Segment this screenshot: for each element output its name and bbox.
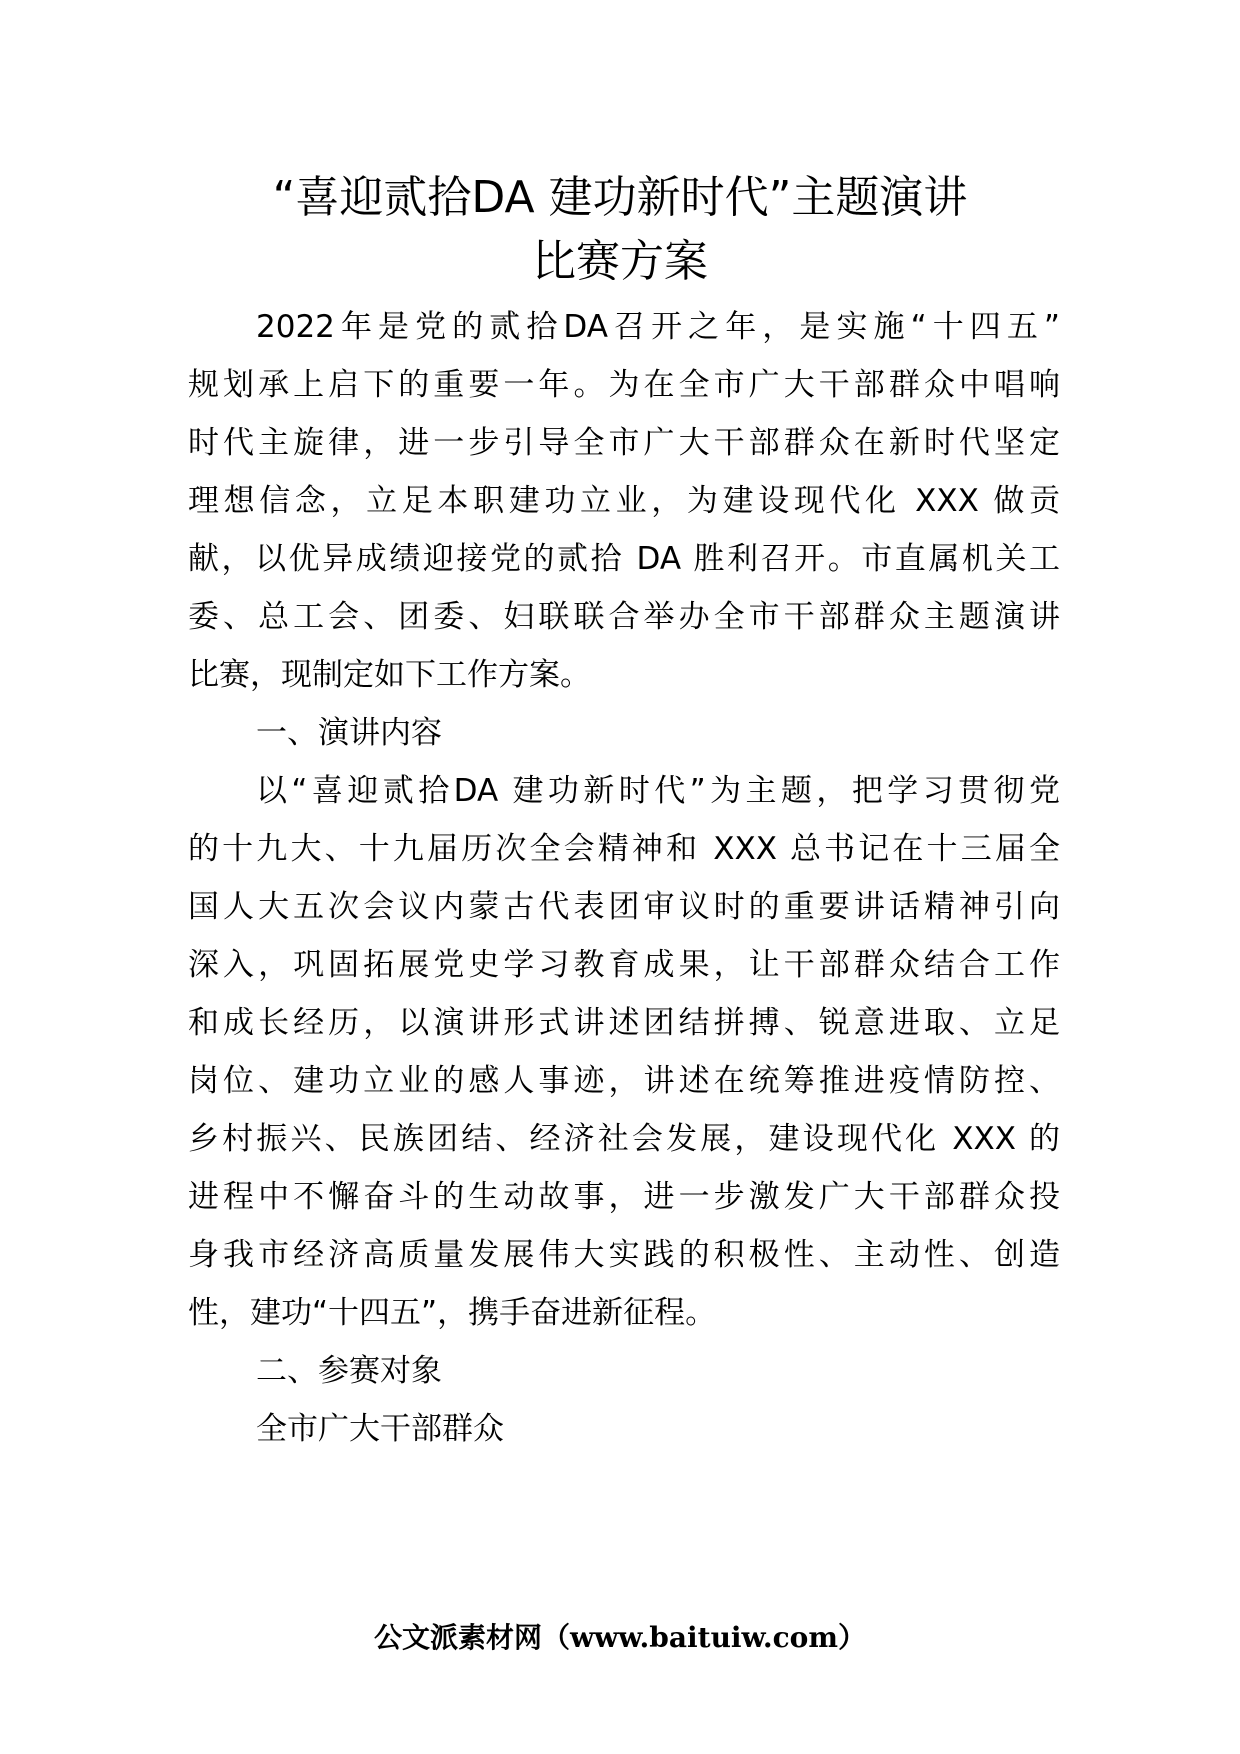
paragraph-line: 献，以优异成绩迎接党的贰拾 DA 胜利召开。市直属机关工 — [188, 541, 1060, 577]
paragraph-line: 2022年是党的贰拾DA召开之年，是实施“十四五” — [256, 309, 1060, 345]
paragraph-line: 国人大五次会议内蒙古代表团审议时的重要讲话精神引向 — [188, 889, 1060, 925]
footer-watermark: 公文派素材网（www.baituiw.com） — [374, 1621, 866, 1654]
paragraph-line: 乡村振兴、民族团结、经济社会发展，建设现代化 XXX 的 — [188, 1121, 1060, 1157]
paragraph-line: 委、总工会、团委、妇联联合举办全市干部群众主题演讲 — [188, 599, 1060, 635]
section-heading: 一、演讲内容 — [256, 715, 442, 751]
paragraph-line: 的十九大、十九届历次全会精神和 XXX 总书记在十三届全 — [188, 831, 1060, 867]
paragraph-line: 和成长经历，以演讲形式讲述团结拼搏、锐意进取、立足 — [188, 1005, 1060, 1041]
paragraph-line: 全市广大干部群众 — [256, 1411, 504, 1447]
paragraph-line: 时代主旋律，进一步引导全市广大干部群众在新时代坚定 — [188, 425, 1060, 461]
paragraph-line: 身我市经济高质量发展伟大实践的积极性、主动性、创造 — [188, 1237, 1060, 1273]
section-heading: 二、参赛对象 — [256, 1353, 442, 1389]
paragraph-line: 以“喜迎贰拾DA 建功新时代”为主题，把学习贯彻党 — [256, 773, 1060, 809]
paragraph-line: 岗位、建功立业的感人事迹，讲述在统筹推进疫情防控、 — [188, 1063, 1060, 1099]
paragraph-line: 进程中不懈奋斗的生动故事，进一步激发广大干部群众投 — [188, 1179, 1060, 1215]
document-title-line-2: 比赛方案 — [532, 236, 708, 287]
paragraph-line: 规划承上启下的重要一年。为在全市广大干部群众中唱响 — [188, 367, 1060, 403]
paragraph-line: 性，建功“十四五”，携手奋进新征程。 — [188, 1295, 717, 1331]
paragraph-line: 理想信念，立足本职建功立业，为建设现代化 XXX 做贡 — [188, 483, 1060, 519]
paragraph-line: 比赛，现制定如下工作方案。 — [188, 657, 591, 693]
document-title-line-1: “喜迎贰拾DA 建功新时代”主题演讲 — [272, 172, 968, 223]
paragraph-line: 深入，巩固拓展党史学习教育成果，让干部群众结合工作 — [188, 947, 1060, 983]
